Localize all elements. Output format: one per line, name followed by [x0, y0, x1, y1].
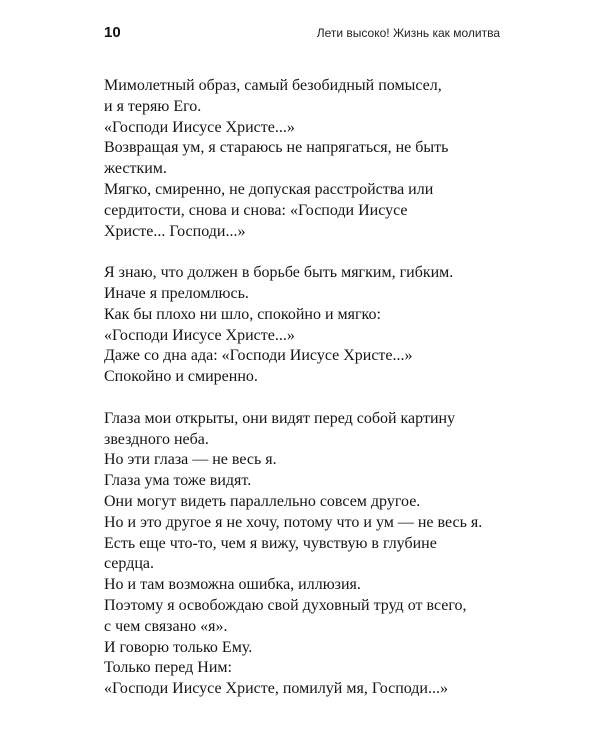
text-line: Даже со дна ада: «Господи Иисусе Христе...» [104, 347, 413, 365]
text-line: с чем связано «я». [104, 617, 228, 635]
text-line: Но эти глаза — не весь я. [104, 451, 277, 469]
text-line: Глаза мои открыты, они видят перед собой картину [104, 409, 456, 427]
text-line: Но и там возможна ошибка, иллюзия. [104, 576, 361, 594]
text-line: Мимолетный образ, самый безобидный помысел, [104, 77, 442, 94]
page-header [104, 24, 500, 44]
text-line: сердца. [104, 555, 154, 573]
text-line: Христе... Господи...» [104, 222, 246, 240]
stanza [104, 263, 524, 388]
text-line: Только перед Ним: [104, 659, 232, 677]
text-line: Но и это другое я не хочу, потому что и ум — не весь я. [104, 513, 483, 531]
text-line: и я теряю Его. [104, 97, 202, 115]
text-line: «Господи Иисусе Христе...» [104, 326, 295, 344]
text-line: Есть еще что-то, чем я вижу, чувствую в глубине [104, 534, 437, 552]
text-line: Мягко, смиренно, не допуская расстройства или [104, 180, 434, 198]
text-line: «Господи Иисусе Христе, помилуй мя, Господи...» [104, 680, 448, 698]
text-line: «Господи Иисусе Христе...» [104, 118, 295, 136]
text-line: Спокойно и смиренно. [104, 368, 258, 386]
body-text [104, 76, 524, 700]
text-line: жестким. [104, 160, 167, 178]
text-line: звездного неба. [104, 430, 209, 448]
text-line: Они могут видеть параллельно совсем другое. [104, 492, 421, 510]
text-line: Как бы плохо ни шло, спокойно и мягко: [104, 305, 381, 323]
text-line: Иначе я преломлюсь. [104, 284, 249, 302]
stanza [104, 409, 524, 700]
stanza [104, 76, 524, 242]
text-line: Глаза ума тоже видят. [104, 472, 252, 490]
page-number: 10 [104, 24, 121, 41]
running-title: Лети высоко! Жизнь как молитва [316, 26, 500, 40]
text-line: сердитости, снова и снова: «Господи Иисусе [104, 201, 408, 219]
text-line: И говорю только Ему. [104, 638, 253, 656]
text-line: Возвращая ум, я стараюсь не напрягаться, не быть [104, 139, 449, 157]
text-line: Поэтому я освобождаю свой духовный труд от всего, [104, 596, 467, 614]
text-line: Я знаю, что должен в борьбе быть мягким, гибким. [104, 264, 454, 282]
